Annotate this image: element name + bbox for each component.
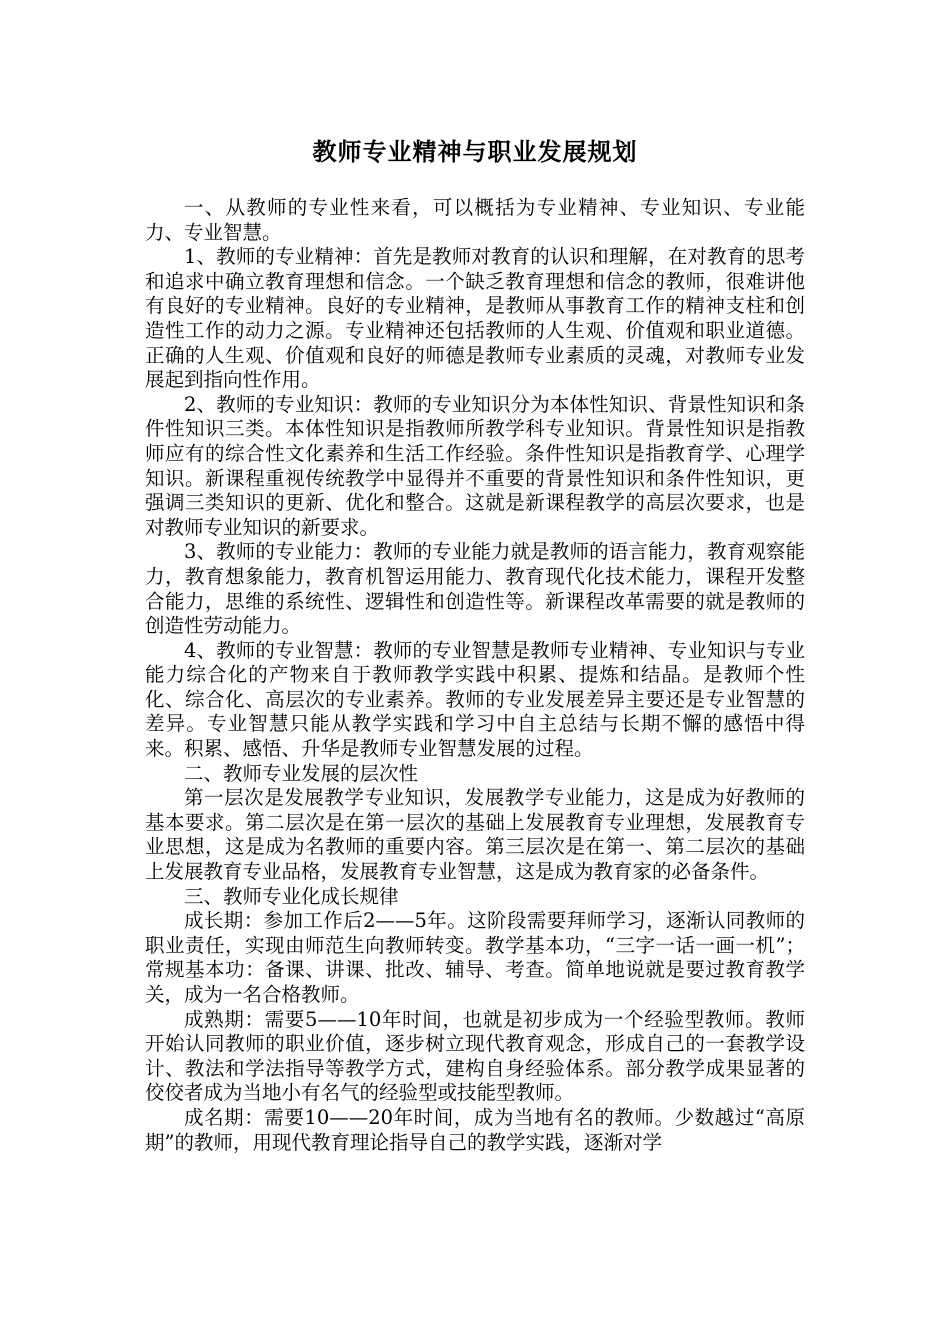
document-title: 教师专业精神与职业发展规划: [312, 137, 638, 166]
paragraph-growth-stage: 成长期：参加工作后2——5年。这阶段需要拜师学习，逐渐认同教师的职业责任，实现由师范生向教师转变。教学基本功，“三字一话一画一机”；常规基本功：备课、讲课、批改、辅导、考查。简单地说就是要过教育教学关，成为一名合格教师。: [145, 909, 805, 1006]
paragraph-professional-spirit: 1、教师的专业精神：首先是教师对教育的认识和理解，在对教育的思考和追求中确立教育理想和信念。一个缺乏教育理想和信念的教师，很难讲他有良好的专业精神。良好的专业精神，是教师从事教育工作的精神支柱和创造性工作的动力之源。专业精神还包括教师的人生观、价值观和职业道德。正确的人生观、价值观和良好的师德是教师专业素质的灵魂，对教师专业发展起到指向性作用。: [145, 245, 805, 392]
document-body: [145, 196, 805, 1155]
document-page: [145, 0, 805, 1155]
paragraph-intro: 一、从教师的专业性来看，可以概括为专业精神、专业知识、专业能力、专业智慧。: [145, 196, 805, 244]
paragraph-mature-stage: 成熟期：需要5——10年时间，也就是初步成为一个经验型教师。教师开始认同教师的职业价值，逐步树立现代教育观念，形成自己的一套教学设计、教法和学法指导等教学方式，建构自身经验体系。部分教学成果显著的佼佼者成为当地小有名气的经验型或技能型教师。: [145, 1007, 805, 1105]
paragraph-professional-ability: 3、教师的专业能力：教师的专业能力就是教师的语言能力，教育观察能力，教育想象能力，教育机智运用能力、教育现代化技术能力，课程开发整合能力，思维的系统性、逻辑性和创造性等。新课程改革需要的就是教师的创造性劳动能力。: [145, 540, 805, 638]
paragraph-famous-stage: 成名期：需要10——20年时间，成为当地有名的教师。少数越过“高原期”的教师，用现代教育理论指导自己的教学实践，逐渐对学: [145, 1105, 805, 1154]
section-heading-growth: 三、教师专业化成长规律: [184, 884, 399, 908]
paragraph-levels: 第一层次是发展教学专业知识，发展教学专业能力，这是成为好教师的基本要求。第二层次是在第一层次的基础上发展教育专业理想，发展教育专业思想，这是成为名教师的重要内容。第三层次是在第一、第二层次的基础上发展教育专业品格，发展教育专业智慧，这是成为教育家的必备条件。: [145, 786, 805, 884]
paragraph-professional-wisdom: 4、教师的专业智慧：教师的专业智慧是教师专业精神、专业知识与专业能力综合化的产物来自于教师教学实践中积累、提炼和结晶。是教师个性化、综合化、高层次的专业素养。教师的专业发展差异主要还是专业智慧的差异。专业智慧只能从教学实践和学习中自主总结与长期不懈的感悟中得来。积累、感悟、升华是教师专业智慧发展的过程。: [145, 638, 805, 761]
paragraph-professional-knowledge: 2、教师的专业知识：教师的专业知识分为本体性知识、背景性知识和条件性知识三类。本体性知识是指教师所教学科专业知识。背景性知识是指教师应有的综合性文化素养和生活工作经验。条件性知识是指教育学、心理学知识。新课程重视传统教学中显得并不重要的背景性知识和条件性知识，更强调三类知识的更新、优化和整合。这就是新课程教学的高层次要求，也是对教师专业知识的新要求。: [145, 392, 805, 539]
section-heading-levels: 二、教师专业发展的层次性: [184, 761, 419, 785]
